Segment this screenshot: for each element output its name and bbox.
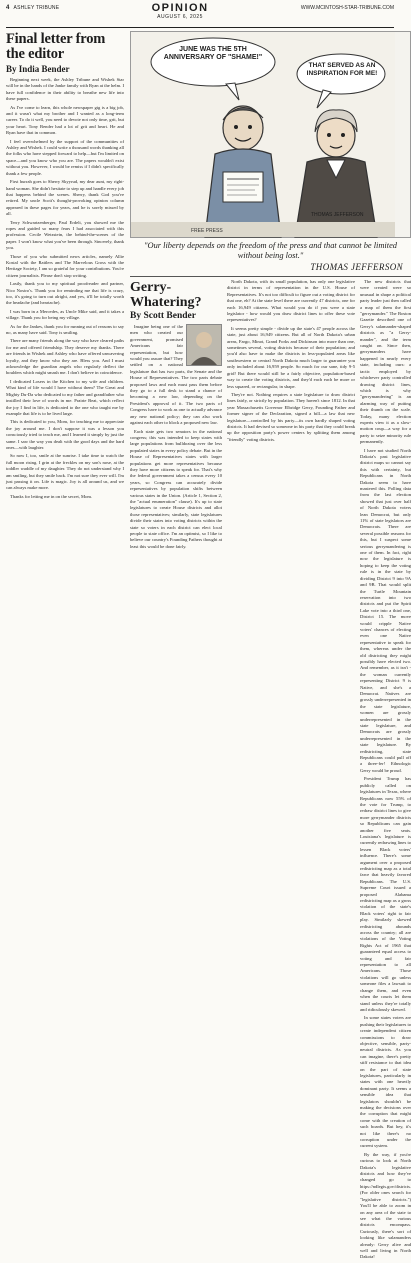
masthead xyxy=(6,3,394,28)
right-paragraph: In some states voters are pushing their legislatures to create independent citizen commissions to draw objective, sensible, party-neutral districts. As you can imagine, there's pretty stiff resistance to that idea on the part of state legislatures, particularly in states with one heavily dominant party. It seems a sensible idea that legislators shouldn't be making the decisions over the corruption that might come with the creation of such boards. But hey, it's not like there's no corruption under the current system. xyxy=(360,1015,411,1149)
left-paragraph: Lastly, thank you to my spiritual proofreader and partner, Nico Nostro's. Thank you for reminding me that life is crazy, too, it's going to turn out alright, and yes, it'll be totally worth the headache (and heartache). xyxy=(6,281,124,306)
masthead-left xyxy=(6,3,59,11)
right-paragraph: North Dakota, with its small population, has only one legislative district in terms of representation in the U.S. House of Representatives. It's not too difficult to figure out a voting district for that one, eh? At the state level there are currently 47 districts, one for each 16,949 citizens. What would you do if you were a state legislator - how would you draw district lines to offer these vote representatives? xyxy=(227,279,355,323)
left-article xyxy=(6,31,124,1263)
cartoon-signature: THOMAS JEFFERSON xyxy=(311,212,364,218)
cartoon-speech-bubble: JUNE WAS THE 5TH ANNIVERSARY OF "SHAME!" xyxy=(163,46,263,61)
left-paragraph: I dedicated Losers in the Kitchen to my wife and children. What kind of life would I have without them? The Great and Mighty Du-Da who dedicated to my father and grandfather who instilled their love of words in me. Prairie Beat, which reflect the joy I find in life, is dedicated to the one who taught me by example that life is to be lived large. xyxy=(6,378,124,416)
left-paragraph: Thanks for letting me in on the secret, Mom. xyxy=(10,493,93,499)
author-photo xyxy=(186,324,222,366)
left-article-headline: Final letter from the editor xyxy=(6,31,106,62)
right-paragraph: It seems pretty simple - divide up the state's 47 people across the state, just about 16,949 citizens. But all of North Dakota's urban areas, Fargo, Minot, Grand Forks and Dickinson into more than one, sometimes several, voting districts because of their population; and you'd also have to make the districts in less-populated areas like southwestern or central North Dakota much larger to guarantee you only included about 16,959 people. So much for our sane, tidy 9-5 grid! But there would still be a fairly objective, population-based way to create the voting districts, and they'd each each be more or less squared, or rectangular, in shape. xyxy=(227,325,355,389)
left-paragraph: Beginning next week, the Ashley Tribune and Wishek Star will be in the hands of the Janke family with Ryan at the helm. I have full confidence in their ability to breathe new life into these papers. xyxy=(6,77,124,102)
editorial-cartoon xyxy=(130,31,411,238)
left-paragraph: I was born in a Mercedes, as Uncle Mike said, and it takes a village. Thank you for being my village. xyxy=(6,308,124,321)
left-article-byline: By India Bender xyxy=(6,64,70,74)
left-paragraph: This is dedicated to you, Mom, for teaching me to appreciate the joy around me. I don't suppose it was a lesson you consciously tried to teach me, and I learned it simply by just the same. I saw the way you dealt with the good days and the hard ones—with laughter. xyxy=(6,419,124,450)
left-paragraph: Terry Schwartzenberger, Paul Erdelt, you showed me the ropes and guided so many fears I had associated with this profession. Cecile Wetzstein, the behind-the-scenes of the paper. I won't know what you've been through. Sincerely, thank you. xyxy=(6,219,124,251)
masthead-center xyxy=(152,3,209,20)
page-number: 4 xyxy=(6,5,10,11)
left-paragraph: There are many friends along the way who have cleared paths for me and offered friendship. They deserve my thanks. There are friends in Wishek and Ashley who have offered unwavering loyalty, and they know who they are. Bless you. And I must acknowledge the guardian angels who regularly deflect the boulders which might smash me. I don't believe in coincidence. xyxy=(6,338,124,376)
paper-name: ASHLEY TRIBUNE xyxy=(13,5,60,11)
website-link[interactable]: WWW.MCINTOSH-STAR-TRIBUNE.COM xyxy=(300,5,394,11)
left-paragraph: So now I, too, smile at the sunrise. I take time to watch the full moon rising. I grin at the freckles on my son's nose, at the toddler waddle of my daughter. They do not understand why I am smiling, but they smile back. I'm not sure they ever will. I'm just passing it on. Life is magic. Joy is all around us, and we can always make more. xyxy=(6,453,124,491)
section-title: OPINION xyxy=(151,2,209,14)
right-paragraph: They're not. Nothing requires a state legislature to draw district lines fairly, or strictly by population. They haven't since 1812. In that year Massachusetts Governor Elbridge Gerry, Founding Father and former signer of the Declaration, signed a bill—a law that new legislature—controlled by his party—its own hardly shaped voting districts. It had devised so someone in his party that they could break up the opposition party's power centers by splitting them among "friendly" voting districts. xyxy=(227,391,355,442)
right-article xyxy=(130,276,411,1263)
right-paragraph: The new districts that were created were so unusual in shape a political party leader just then called a map of them the first "gerrymander." The Boston Gazette described one of Gerry's salamander-shaped districts as "a Gerry-mander", and the term caught on. Since then, gerrymanders have happened in nearly every state, including ours: a tactic employed by whichever party controlled drawing district lines, which is why "gerrymandering" is an alarming way of putting their thumb on the scale. Today, many election experts view it as a slow-motion coup—a way for a party to seize minority rule permanently. xyxy=(360,279,411,445)
right-paragraph: By the way, if you're curious to look at North Dakota's legislative districts and how they've changed go to https://ndlegis.gov/districts. (For older ones search for "legislative districts.") You'll be able to zoom in on any area of the state to see what the various districts encompass. Curiously, there's sort of looking like salamanders already: Gerry alive and well and living in North Dakota! xyxy=(360,1151,411,1260)
issue-date: AUGUST 6, 2025 xyxy=(157,14,203,20)
author-photo-image xyxy=(187,325,221,365)
left-paragraph: I feel overwhelmed by the support of the communities of Ashley and Wishek. I could write a thousand words thanking all the folks who have stepped forward to help—but I'm limited on space—and you know who you are. The papers wouldn't exist without you. However, I would be remiss if I didn't specifically thank a few people. xyxy=(6,138,124,176)
left-paragraph: As for the Jankes, thank you for running out of reasons to say no, as many have said. Tony is smiling. xyxy=(6,323,124,336)
left-paragraph: As I've come to learn, this whole newspaper gig is a big job, and it wasn't what my brother and I wanted as a long-term career. To do it well, you need to devote not only time, grit, but your heart. Tony Bender had a lot of grit and heart. He and Ryan have that in common. xyxy=(6,104,124,136)
page-columns xyxy=(6,31,411,1263)
caption-author: THOMAS JEFFERSON xyxy=(310,262,404,272)
svg-text:FREE PRESS: FREE PRESS xyxy=(191,228,223,234)
right-paragraph: Each state gets two senators in the national congress; this was intended to keep states with large populations from bulldozing over the less populated states in every policy debate. But in the House of Representatives states with larger populations get more representatives because they have more citizens to speak for. That's why the federal government takes a census every 10 years, so Congress can accurately divide representatives by population shifts between various states in the Union. (Article 1, Section 2, the "actual enumeration" clause). It's up to state legislatures to create House districts and allot those representatives; similarly, state legislatures divide their states into voting districts within the state so voters in each district can elect local people to state office. I'm an optimist, so I like to believe our country's Founding Fathers thought at least this would be done fairly. xyxy=(130,428,222,549)
right-paragraph: Imagine being one of the men who created our government, promised Americans fair representation, but how would you assure that? They settled on a national legislature that has two parts, the Senate and the House of Representatives. The two parts debate proposed laws and each must pass them before they go to a full desk to stand a chance of becoming a new law, depending on the President's approval of it. The two parts of Congress have to work as one to actually advance any new national policy; they can also work against each other to block a proposed new law. xyxy=(130,324,222,426)
right-article-col-2 xyxy=(227,279,355,1263)
left-paragraph: Those of you who submitted news articles, namely Allie Kostal with the Rattlers and The Marvelous Gross with the Heritage Society, I am so grateful for your contributions. You're citizen journalists. Please don't stop writing. xyxy=(6,253,124,278)
left-paragraph: First hurrah goes to Sherry Skyyrud, my dear aunt, my right-hand woman. She didn't hesitate to step up and handle every job that happens behind the scenes. Sherry, thank God you've retired. My uncle Scott's thought-provoking opinion column appeared in these pages for years, and he is sorely missed by all. xyxy=(6,179,124,217)
right-article-byline: By Scott Bender xyxy=(130,311,196,321)
cartoon-caption: "Our liberty depends on the freedom of the press and that cannot be limited without being lost." xyxy=(144,241,397,260)
right-article-col-1 xyxy=(130,279,222,1263)
right-column xyxy=(130,31,411,1263)
cartoon-reply-bubble: THAT SERVED AS AN INSPIRATION FOR ME! xyxy=(306,62,378,77)
right-paragraph: I have not studied North Dakota's past legislative district maps so cannot say this with certainty, but Republicans in North Dakota seem to have mastered this. Polling data from the last election showed that just over half of North Dakota voters lean Democrat, but only 11% of state legislators are Democrats. There are several possible reasons for this, but I suspect some serious gerrymandering is one of them. In fact, right now the legislature is hoping to keep the voting rule is in the state by dividing District 9 into 9A and 9B. That would split the Turtle Mountain reservation into two districts and put the Spirit Lake vote into a third one, District 15. The move would cripple Native voters' chances of electing even one Native representative to speak for them, whereas under the old districting they might possibly have elected two. And remember, as it isn't - the woman currently representing District 9 is Native, and she's a Democrat. Natives are grossly underrepresented in the state legislature, women are grossly underrepresented in the state legislature, and Democrats are grossly underrepresented in the state legislature. By redistricting, state Republicans could pull off a three-fer! Ethnologic Gerry would be proud. xyxy=(360,447,411,773)
right-paragraph: President Trump has publicly called on legislatures in Texas, where Republicans now 55% of the vote for Trump, to redraw district lines to give more gerrymander districts so Republicans can gain another five seats. Louisiana's legislature is currently redrawing lines to lessen Black voters' influence. There's some argument over a proposed redistricting map as a total farce that heavily favored Republicans. The U.S. Supreme Court issued a proposed Alabama redistricting map as a gross violation of the state's Black voters' right to fair play. Similarly skewed redistricting abounds across the country; all are violations of the Voting Rights Act of 1965 that guaranteed equal access to voting and fair representation to all Americans. Those violations will go unless someone files a lawsuit to change them, and even when the courts let them stand unless they're totally and ridiculously skewed. xyxy=(360,776,411,1012)
right-article-col-3 xyxy=(360,279,411,1263)
right-article-headline: Gerry-Whatering? xyxy=(130,280,202,310)
